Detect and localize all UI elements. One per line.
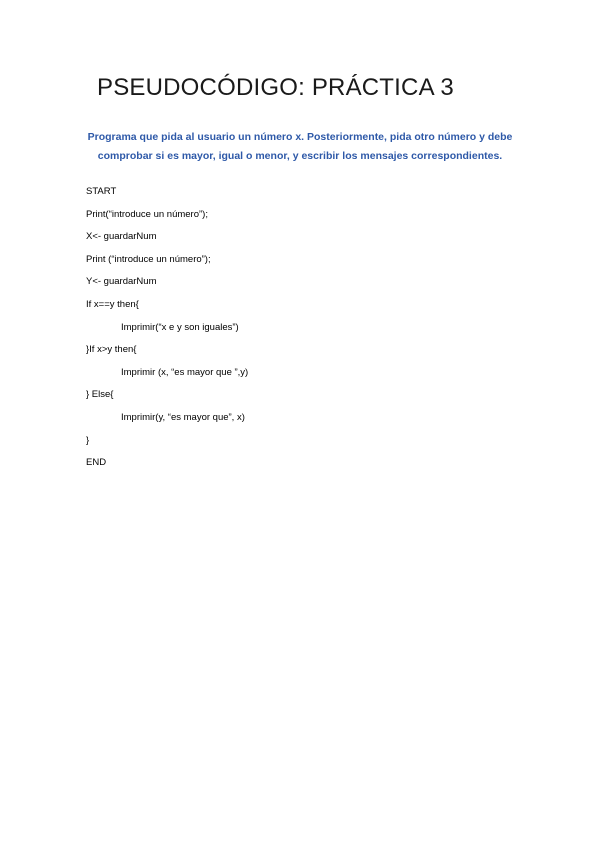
- code-line: X<- guardarNum: [86, 231, 157, 243]
- code-line: } Else{: [86, 389, 114, 401]
- code-line: Imprimir(y, “es mayor que”, x): [121, 411, 245, 423]
- code-line: If x==y then{: [86, 298, 139, 310]
- page-title: PSEUDOCÓDIGO: PRÁCTICA 3: [97, 74, 454, 101]
- code-line: Print (“introduce un número”);: [86, 253, 211, 265]
- code-line: END: [86, 457, 107, 469]
- pseudocode-block: [86, 181, 248, 475]
- code-line: Y<- guardarNum: [86, 276, 157, 288]
- exercise-statement: Programa que pida al usuario un número x. Posteriormente, pida otro número y debe comprobar si es mayor, igual o menor, y escribir los mensajes correspondientes.: [87, 131, 513, 162]
- code-line: }If x>y then{: [86, 344, 137, 356]
- code-line: }: [86, 434, 90, 446]
- code-line: Imprimir (x, “es mayor que ”,y): [121, 366, 249, 378]
- code-line: START: [86, 186, 117, 197]
- code-line: Imprimir(“x e y son iguales”): [121, 321, 239, 333]
- code-line: Print(“introduce un número”);: [86, 208, 208, 220]
